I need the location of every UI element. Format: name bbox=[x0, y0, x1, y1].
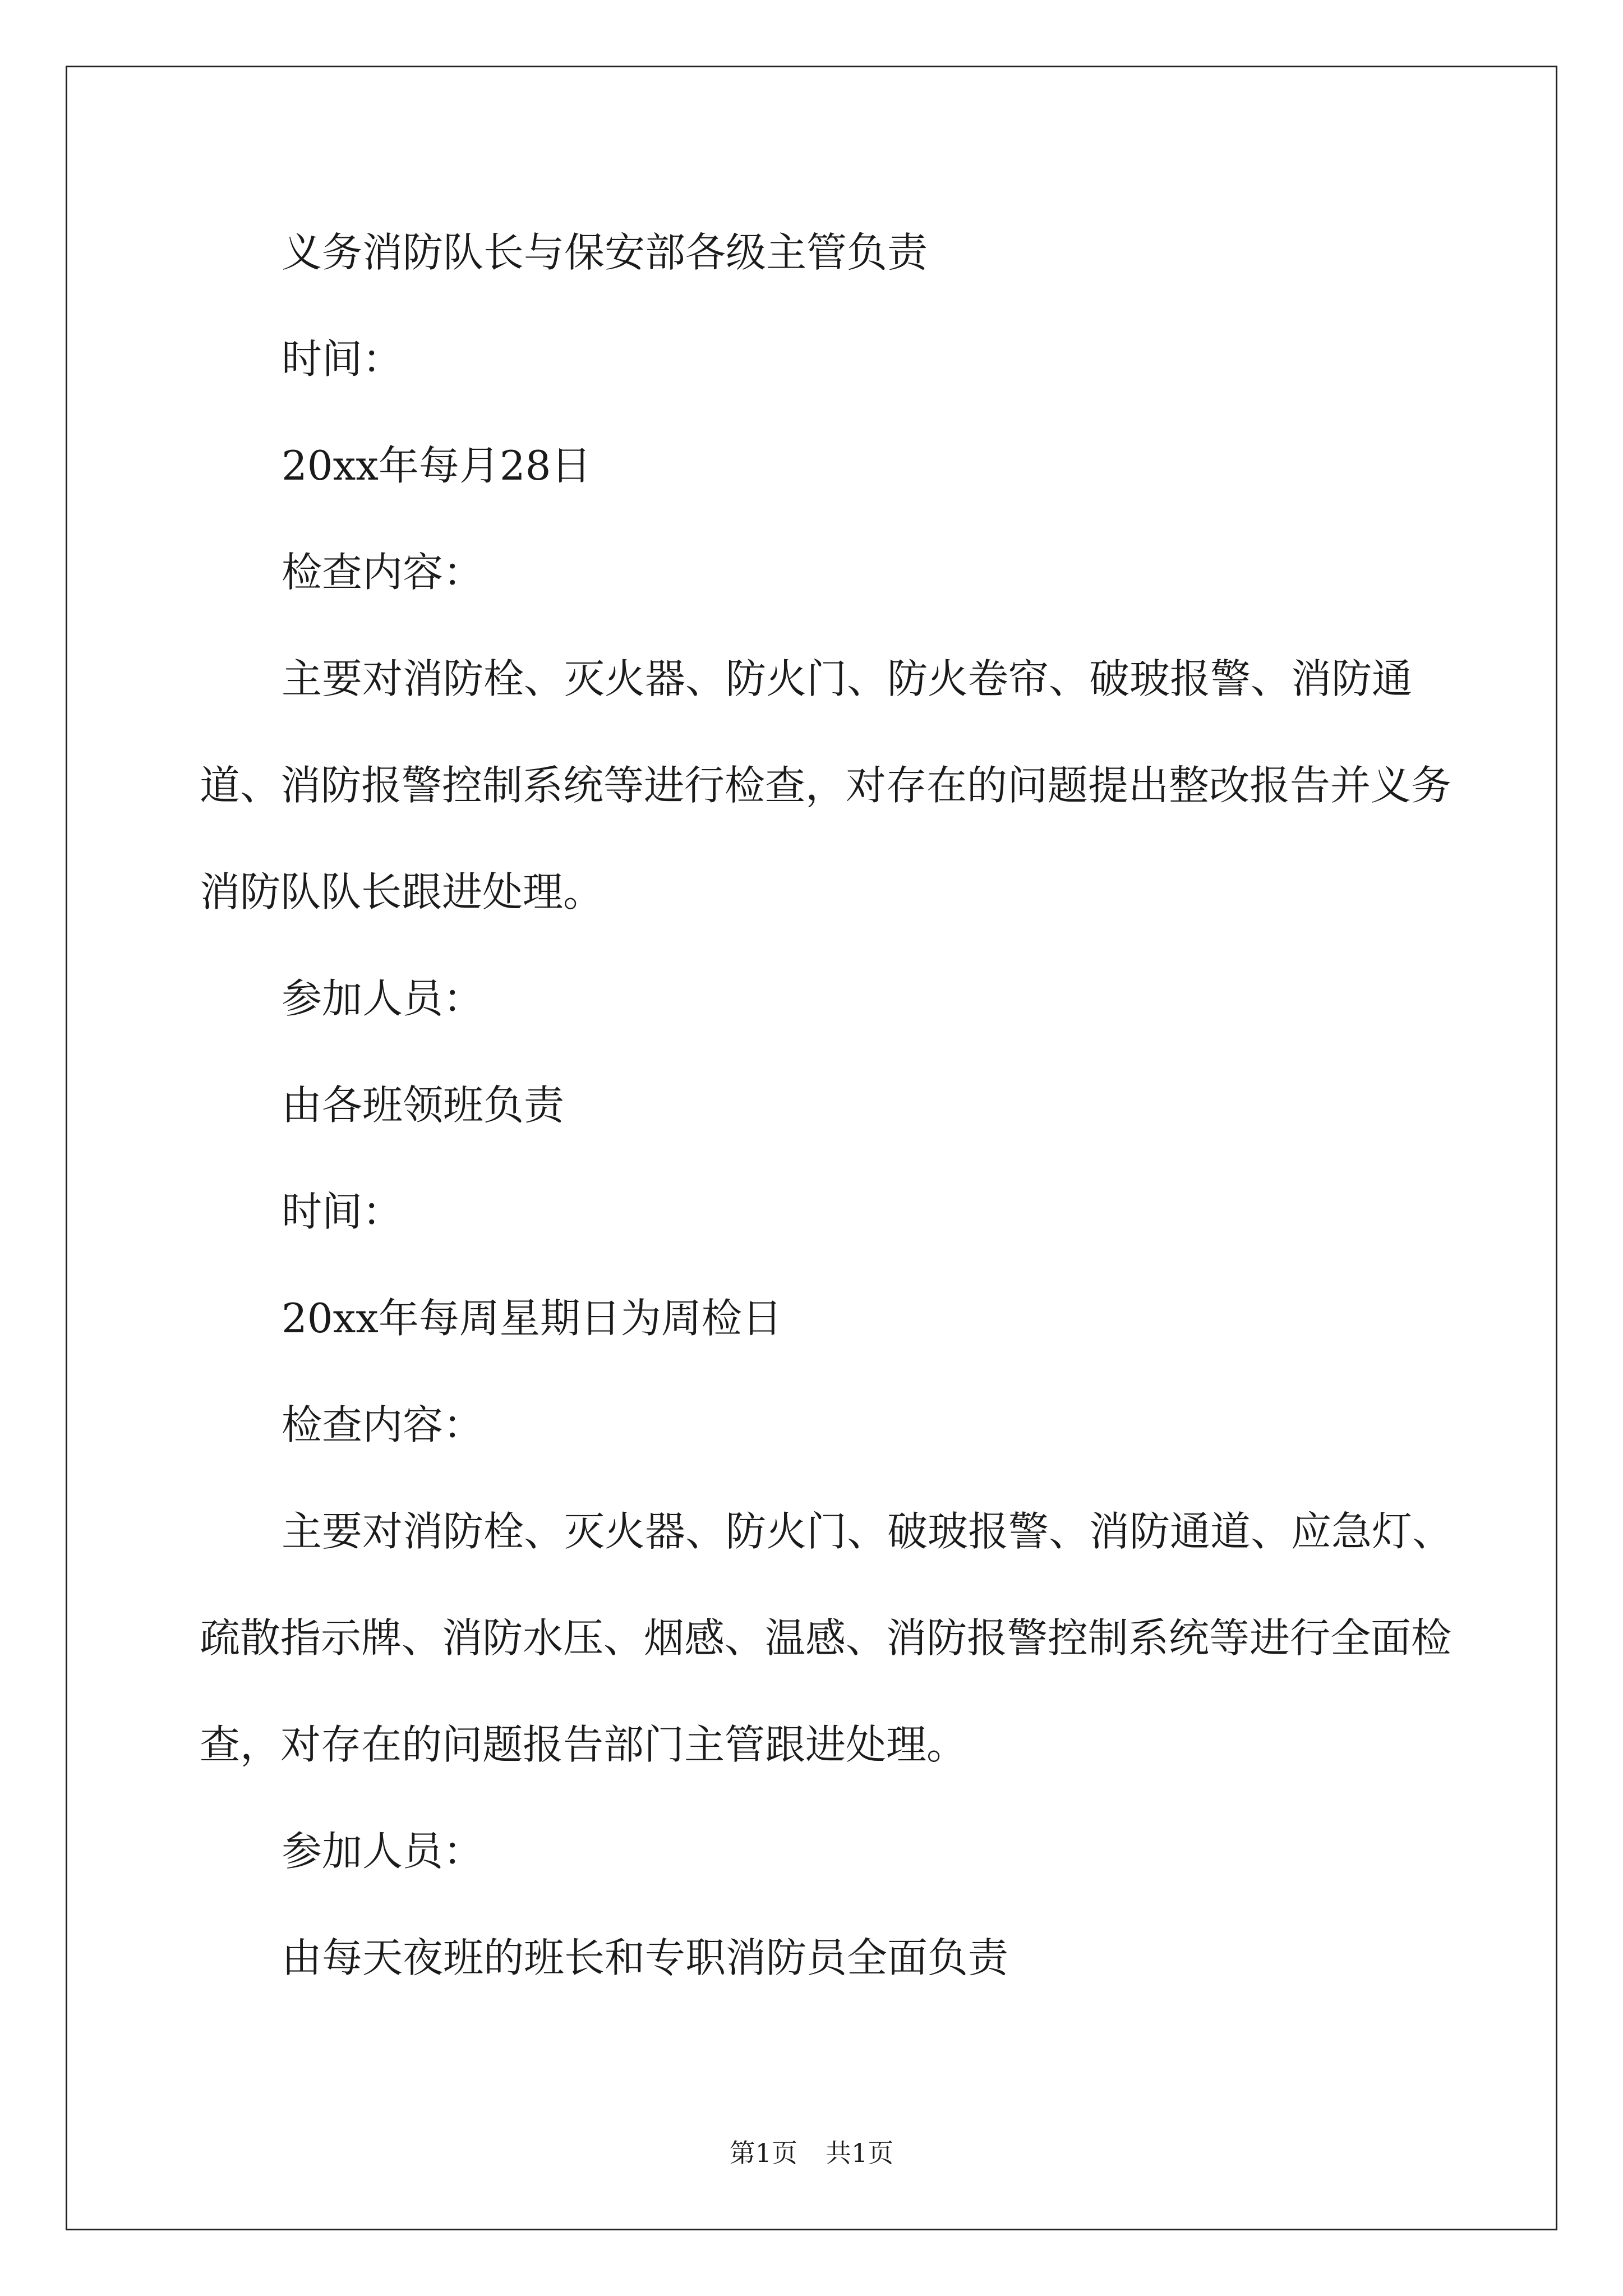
paragraph-6: 参加人员： bbox=[282, 975, 484, 1022]
paragraph-5: 主要对消防栓、灭火器、防火门、防火卷帘、破玻报警、消防通道、消防报警控制系统等进行检查，对存在的问题提出整改报告并义务消防队队长跟进处理。 bbox=[200, 655, 1452, 915]
paragraph-2: 时间： bbox=[282, 335, 403, 383]
paragraph-1: 义务消防队长与保安部各级主管负责 bbox=[282, 229, 928, 276]
paragraph-11: 主要对消防栓、灭火器、防火门、破玻报警、消防通道、应急灯、疏散指示牌、消防水压、烟感、温感、消防报警控制系统等进行全面检查，对存在的问题报告部门主管跟进处理。 bbox=[200, 1508, 1453, 1768]
page-number-current: 第1页 bbox=[729, 2138, 797, 2168]
paragraph-7: 由各班领班负责 bbox=[282, 1082, 565, 1129]
page-footer bbox=[0, 2136, 1623, 2170]
page-number-total: 共1页 bbox=[826, 2138, 894, 2168]
paragraph-12: 参加人员： bbox=[282, 1828, 484, 1875]
paragraph-13: 由每天夜班的班长和专职消防员全面负责 bbox=[282, 1934, 1009, 1981]
paragraph-3: 20xx年每月28日 bbox=[282, 442, 592, 489]
paragraph-9: 20xx年每周星期日为周检日 bbox=[282, 1295, 782, 1342]
paragraph-4: 检查内容： bbox=[282, 549, 484, 596]
paragraph-10: 检查内容： bbox=[282, 1401, 484, 1448]
paragraph-8: 时间： bbox=[282, 1188, 403, 1235]
